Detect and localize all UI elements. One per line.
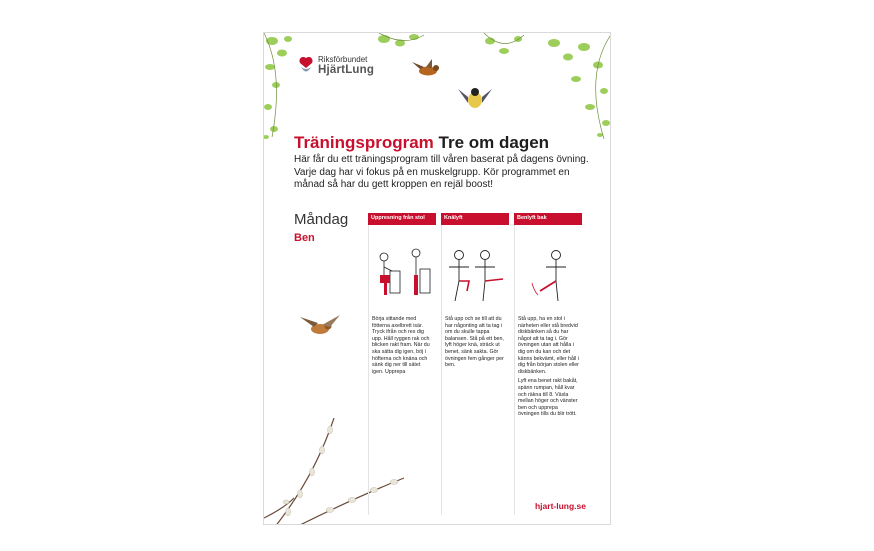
exercise-title: Benlyft bak [514, 213, 582, 225]
brand-line1: Riksförbundet [318, 55, 368, 64]
muscle-group-label: Ben [294, 232, 315, 244]
exercise-description: Stå upp och se till att du har någonting att ta tag i om du skulle tappa balansen. Stå på ett ben, lyft höger knä, sträck ut benet, sänk sakta. Gör övningen fem gånger per ben. [445, 316, 504, 369]
brand-logo [298, 55, 374, 76]
poster [263, 32, 611, 525]
bird-icon [300, 313, 344, 343]
brand-line2: HjärtLung [318, 64, 375, 76]
intro-text: Här får du ett träningsprogram till våren baserat på dagens övning. Varje dag har vi fokus på en muskelgrupp. Kör programmet en månad så har du gett kroppen en rejäl boost! [294, 154, 589, 190]
exercise-card [368, 213, 436, 515]
exercise-description: Börja sittande med fötterna axelbrett isär. Tryck ifrån och res dig upp. Håll ryggen rak och blicken rakt fram. När du ska sätta dig igen, böj i höfterna och knäna och sänk dig ner till sätet igen. Upprepa [372, 316, 430, 375]
heart-logo-icon [298, 56, 314, 76]
back-leg-lift-illustration [518, 247, 580, 305]
title-red: Träningsprogram [294, 133, 434, 152]
exercise-title: Knälyft [441, 213, 509, 225]
bird-icon [458, 83, 492, 113]
exercise-card [514, 213, 582, 515]
exercise-description: Stå upp, ha en stol i närheten eller stå bredvid diskbänken så du har något att ta tag i. Gör övningen utan att hålla i dig om du kan och det känns bekvämt, eller håll i dig från början stolen eller diskbänken. [518, 316, 579, 375]
day-label: Måndag [294, 211, 349, 228]
foliage-decoration [264, 33, 611, 143]
knee-lift-illustration [445, 247, 507, 305]
chair-stand-illustration [372, 247, 432, 305]
exercise-card [441, 213, 509, 515]
website-link[interactable]: hjart-lung.se [534, 501, 586, 511]
exercise-description: Lyft ena benet rakt bakåt, spänn rumpan, håll kvar och räkna till 8. Växla mellan höger och vänster ben och upprepa övningen tills du blir trött. [518, 378, 578, 418]
bird-icon [410, 59, 446, 81]
page-title [294, 133, 549, 153]
exercise-title: Uppresning från stol [368, 213, 436, 225]
title-dark: Tre om dagen [433, 133, 550, 152]
